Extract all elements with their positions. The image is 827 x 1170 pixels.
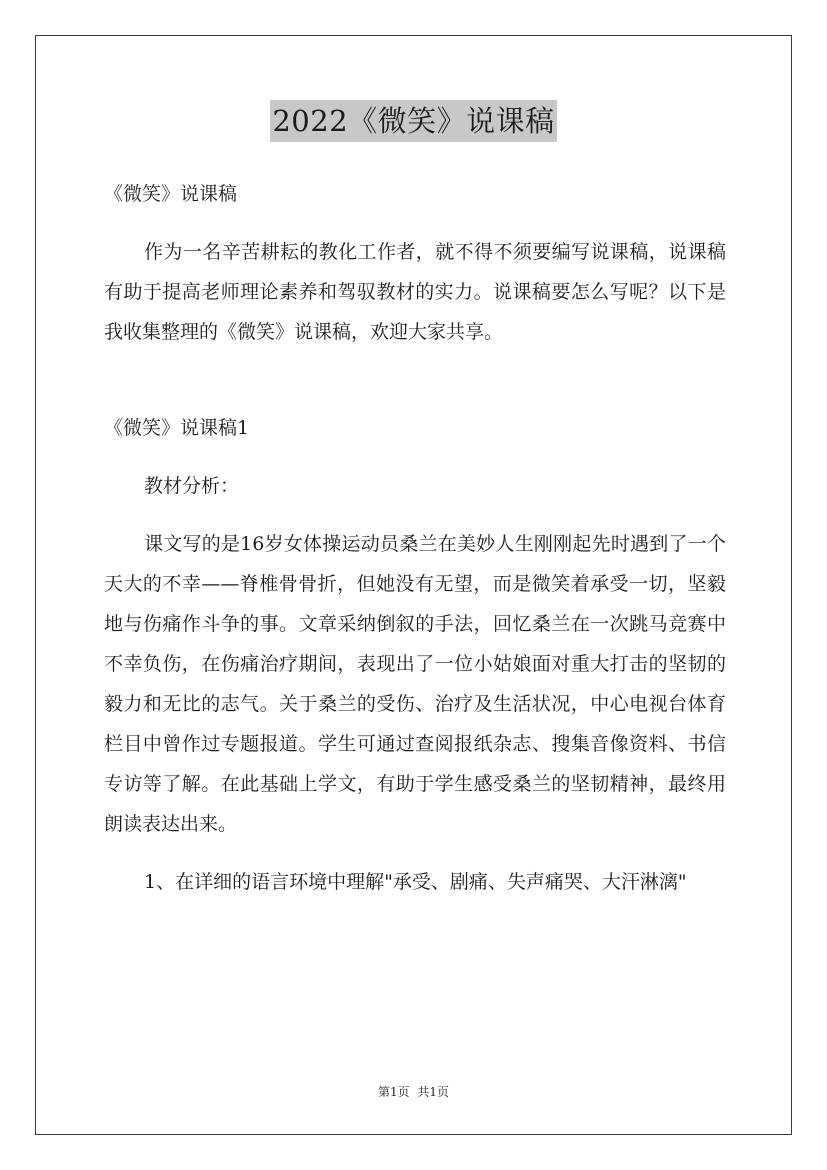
section-heading: 《微笑》说课稿1	[104, 417, 250, 439]
list-item: 1、在详细的语言环境中理解"承受、剧痛、失声痛哭、大汗淋漓"	[144, 871, 687, 893]
section-label: 教材分析：	[144, 475, 240, 497]
page-footer	[0, 1083, 827, 1100]
page-number-total: 共1页	[417, 1085, 450, 1099]
page-number-current: 第1页	[377, 1085, 410, 1099]
document-body	[104, 174, 726, 902]
document-title: 2022《微笑》说课稿	[270, 100, 556, 142]
body-paragraph: 课文写的是16岁女体操运动员桑兰在美妙人生刚刚起先时遇到了一个天大的不幸——脊椎骨骨折，但她没有无望，而是微笑着承受一切，坚毅地与伤痛作斗争的事。文章采纳倒叙的手法，回忆桑兰在一次跳马竞赛中不幸负伤，在伤痛治疗期间，表现出了一位小姑娘面对重大打击的坚韧的毅力和无比的志气。关于桑兰的受伤、治疗及生活状况，中心电视台体育栏目中曾作过专题报道。学生可通过查阅报纸杂志、搜集音像资料、书信专访等了解。在此基础上学文，有助于学生感受桑兰的坚韧精神，最终用朗读表达出来。	[104, 533, 726, 835]
intro-paragraph: 作为一名辛苦耕耘的教化工作者，就不得不须要编写说课稿，说课稿有助于提高老师理论素养和驾驭教材的实力。说课稿要怎么写呢？以下是我收集整理的《微笑》说课稿，欢迎大家共享。	[104, 241, 726, 343]
document-subtitle: 《微笑》说课稿	[104, 183, 238, 205]
title-wrap	[0, 100, 827, 142]
